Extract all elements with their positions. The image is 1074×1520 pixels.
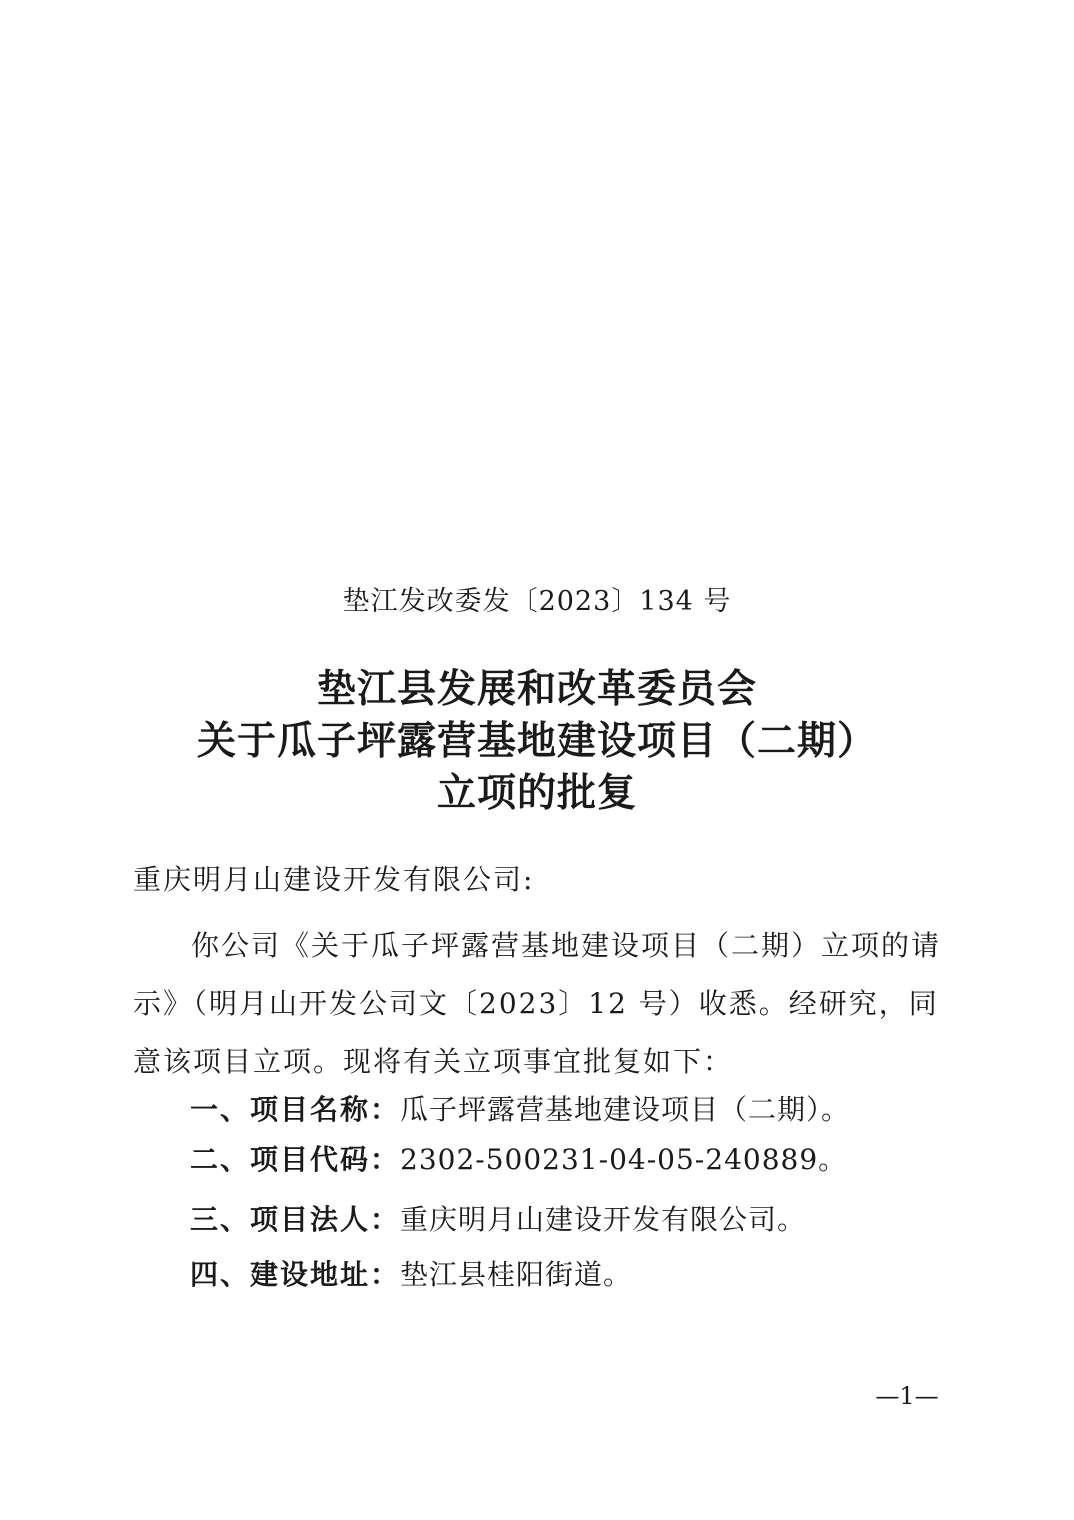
title-line-2: 关于瓜子坪露营基地建设项目（二期）: [196, 719, 877, 764]
item-value: 垫江县桂阳街道。: [400, 1258, 633, 1291]
item-label: 二、项目代码：: [190, 1143, 401, 1176]
title-line-1: 垫江县发展和改革委员会: [316, 667, 757, 712]
body-paragraph: 你公司《关于瓜子坪露营基地建设项目（二期）立项的请示》（明月山开发公司文〔2023〕12 号）收悉。经研究，同意该项目立项。现将有关立项事宜批复如下：: [133, 929, 942, 1078]
page-number: —1—: [875, 1382, 939, 1410]
item-value: 瓜子坪露营基地建设项目（二期）。: [400, 1093, 851, 1126]
item-project-legal-person: [190, 1200, 950, 1240]
item-value: 2302-500231-04-05-240889。: [400, 1143, 848, 1176]
item-construction-address: [190, 1255, 950, 1295]
document-title: [0, 664, 1074, 820]
item-label: 三、项目法人：: [190, 1203, 401, 1236]
document-number: 垫江发改委发〔2023〕134 号: [342, 586, 732, 617]
item-label: 四、建设地址：: [190, 1258, 401, 1291]
salutation: 重庆明月山建设开发有限公司:: [133, 863, 535, 896]
item-project-name: [190, 1090, 950, 1130]
item-project-code: [190, 1140, 950, 1180]
title-line-3: 立项的批复: [436, 771, 637, 816]
item-label: 一、项目名称：: [190, 1093, 401, 1126]
item-value: 重庆明月山建设开发有限公司。: [400, 1203, 807, 1236]
